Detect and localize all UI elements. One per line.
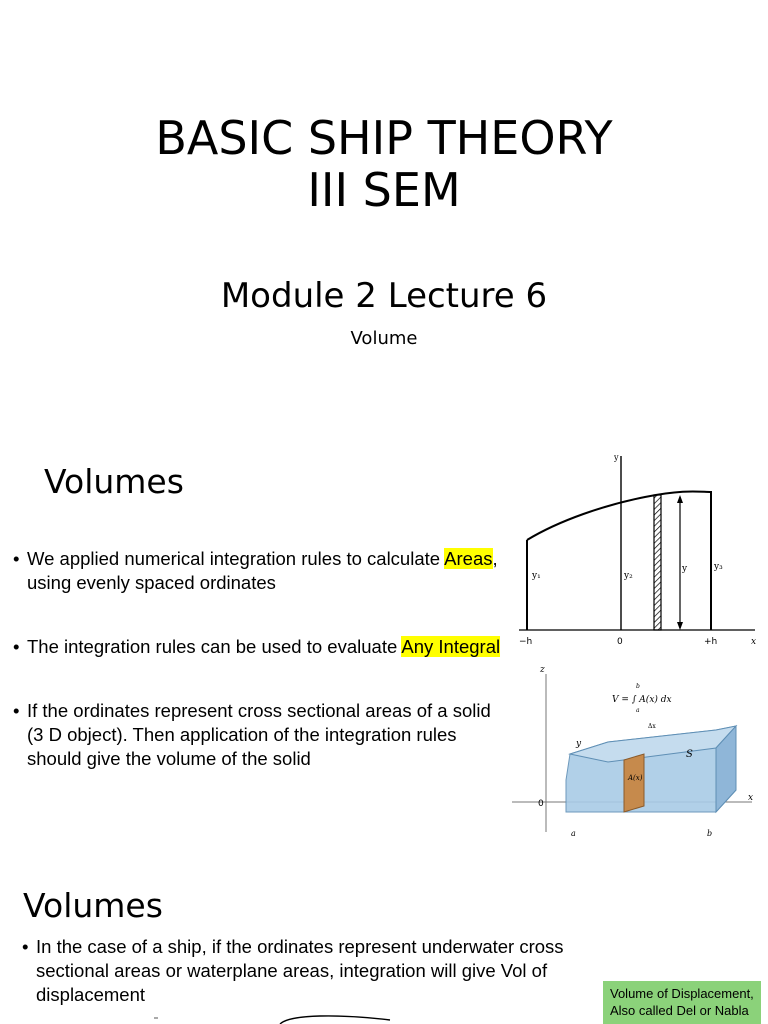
bullet-item (10, 547, 510, 595)
callout-line-1: Volume of Displacement, (610, 986, 754, 1001)
axis-x-label: x (748, 793, 754, 803)
bullet-list (19, 935, 629, 1007)
displacement-callout (603, 981, 761, 1024)
limit-upper: b (636, 683, 640, 690)
slide-heading: Volumes (23, 886, 163, 925)
axis-y-label: y (614, 453, 619, 462)
bullet-text: In the case of a ship, if the ordinates represent underwater cross sectional areas or waterplane areas, integration will give Vol of displacement (36, 936, 564, 1005)
hatched-strip (654, 495, 661, 630)
tick-minus-h: −h (519, 637, 533, 647)
volumes-slide (0, 436, 768, 872)
volumes-ship-slide (0, 872, 768, 1024)
curve-outline (527, 491, 711, 630)
bullet-text: If the ordinates represent cross sectional areas of a solid (3 D object). Then application of the integration rules should give the volume of the solid (27, 700, 491, 769)
bullet-item (10, 699, 510, 771)
label-y2: y₂ (624, 571, 633, 581)
axis-z-label: z (540, 665, 545, 675)
axis-x-label: x (751, 637, 757, 647)
tick-plus-h: +h (704, 637, 718, 647)
title-slide (0, 0, 768, 436)
bullet-item (19, 935, 629, 1007)
highlighted-term: Any Integral (401, 636, 501, 657)
title-line-1: BASIC SHIP THEORY (155, 111, 613, 165)
ordinates-figure (515, 450, 765, 650)
title-line-2: III SEM (307, 163, 461, 217)
volume-formula: V = ∫ A(x) dx (612, 695, 672, 705)
highlighted-term: Areas (444, 548, 493, 569)
bullet-text: , using evenly spaced ordinates (27, 548, 498, 593)
bullet-item (10, 635, 510, 659)
bullet-list (10, 547, 510, 771)
label-y: y (682, 564, 688, 574)
cross-section (624, 754, 644, 812)
limit-lower: a (636, 707, 640, 714)
volume-solid-figure (508, 662, 763, 847)
axis-y-label: y (576, 739, 582, 749)
hull-curve (280, 1016, 390, 1024)
slide-heading: Volumes (44, 462, 184, 501)
point-b-label: b (707, 829, 713, 838)
slide-subtitle: Module 2 Lecture 6 (220, 276, 548, 316)
point-a-label: a (571, 829, 576, 838)
bullet-text: We applied numerical integration rules to calculate (27, 548, 445, 569)
solid-label: S (686, 749, 693, 760)
ship-sketch (140, 1012, 400, 1024)
bullet-text: The integration rules can be used to evaluate (27, 636, 402, 657)
slide-caption: Volume (350, 328, 418, 349)
slide-title (0, 112, 768, 216)
arrowhead-down (677, 622, 683, 630)
tick-zero: 0 (617, 637, 623, 647)
label-y1: y₁ (532, 571, 541, 581)
callout-line-2: Also called Del or Nabla (610, 1003, 749, 1018)
label-y3: y₃ (714, 562, 723, 572)
section-label: A(x) (628, 774, 643, 782)
origin-label: 0 (538, 799, 544, 809)
delta-label: Δx (648, 723, 656, 730)
arrowhead-up (677, 495, 683, 503)
